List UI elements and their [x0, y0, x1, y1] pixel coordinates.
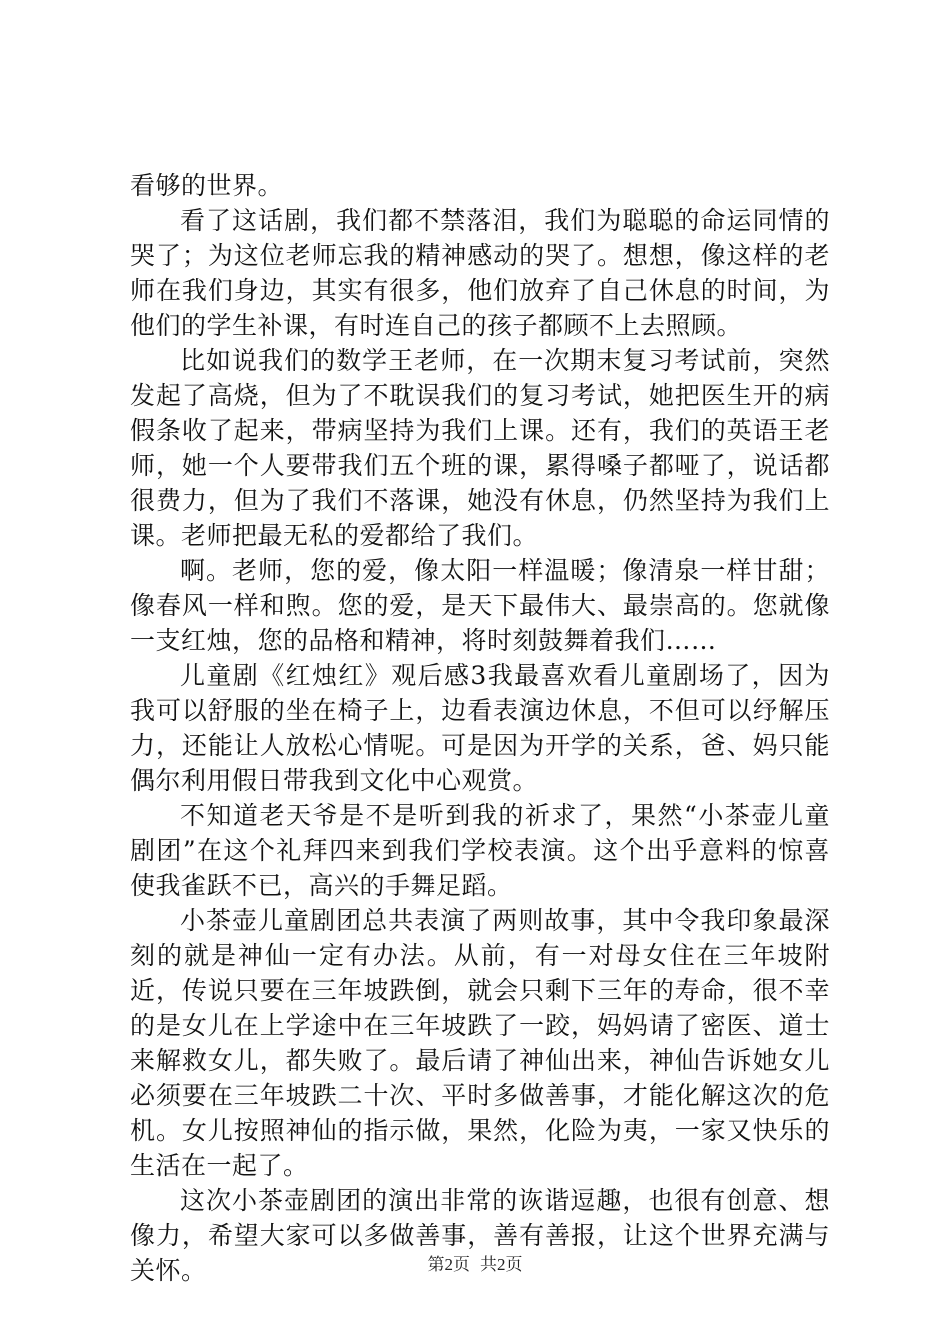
paragraph: 小茶壶儿童剧团总共表演了两则故事，其中令我印象最深刻的就是神仙一定有办法。从前，有一对母女住在三年坡附近，传说只要在三年坡跌倒，就会只剩下三年的寿命，很不幸的是女儿在上学途中在三年坡跌了一跤，妈妈请了密医、道士来解救女儿，都失败了。最后请了神仙出来，神仙告诉她女儿必须要在三年坡跌二十次、平时多做善事，才能化解这次的危机。女儿按照神仙的指示做，果然，化险为夷，一家又快乐的生活在一起了。 [130, 906, 830, 1180]
document-body [130, 168, 830, 1288]
paragraph: 不知道老天爷是不是听到我的祈求了，果然“小茶壶儿童剧团”在这个礼拜四来到我们学校表演。这个出乎意料的惊喜使我雀跃不已，高兴的手舞足蹈。 [130, 801, 830, 900]
paragraph: 儿童剧《红烛红》观后感3我最喜欢看儿童剧场了，因为我可以舒服的坐在椅子上，边看表演边休息，不但可以纾解压力，还能让人放松心情呢。可是因为开学的关系，爸、妈只能偶尔利用假日带我到文化中心观赏。 [130, 661, 830, 795]
page-footer [0, 1250, 950, 1275]
paragraph: 比如说我们的数学王老师，在一次期末复习考试前，突然发起了高烧，但为了不耽误我们的复习考试，她把医生开的病假条收了起来，带病坚持为我们上课。还有，我们的英语王老师，她一个人要带我们五个班的课，累得嗓子都哑了，说话都很费力，但为了我们不落课，她没有休息，仍然坚持为我们上课。老师把最无私的爱都给了我们。 [130, 346, 830, 550]
paragraph: 看了这话剧，我们都不禁落泪，我们为聪聪的命运同情的哭了；为这位老师忘我的精神感动的哭了。想想，像这样的老师在我们身边，其实有很多，他们放弃了自己休息的时间，为他们的学生补课，有时连自己的孩子都顾不上去照顾。 [130, 206, 830, 340]
page-total: 共2页 [480, 1255, 523, 1274]
paragraph: 这次小茶壶剧团的演出非常的诙谐逗趣，也很有创意、想像力，希望大家可以多做善事，善有善报，让这个世界充满与关怀。 [130, 1186, 830, 1285]
page-number: 第2页 [427, 1255, 470, 1274]
paragraph: 看够的世界。 [130, 171, 284, 200]
paragraph: 啊。老师，您的爱，像太阳一样温暖；像清泉一样甘甜；像春风一样和煦。您的爱，是天下最伟大、最崇高的。您就像一支红烛，您的品格和精神，将时刻鼓舞着我们…… [130, 556, 830, 655]
